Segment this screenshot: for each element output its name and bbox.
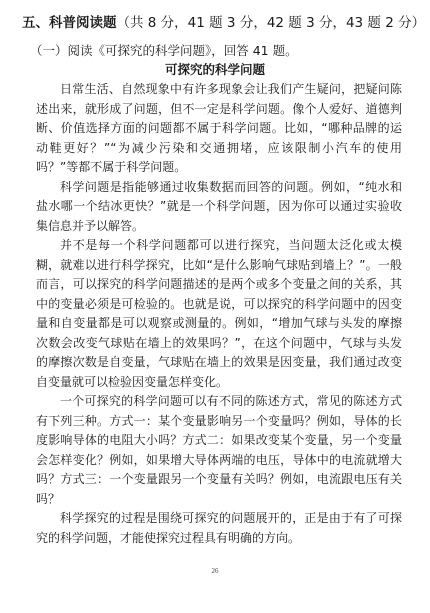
section-heading — [22, 14, 426, 32]
paragraph: 一个可探究的科学问题可以有不同的陈述方式，常见的陈述方式有下列三种。方式一：某个变量影响另一个变量吗？例如，导体的长度影响导体的电阻大小吗？方式二：如果改变某个变量，另一个变量会怎样变化？例如，如果增大导体两端的电压，导体中的电流就增大吗？方式三：一个变量跟另一个变量有关吗？例如，电流跟电压有关吗？ — [36, 394, 402, 506]
paragraph: 科学问题是指能够通过收集数据而回答的问题。例如，“纯水和盐水哪一个结冰更快？”就是一个科学问题，因为你可以通过实验收集信息并予以解答。 — [36, 179, 402, 233]
reading-instruction: （一）阅读《可探究的科学问题》，回答 41 题。 — [30, 43, 298, 58]
paragraph: 并不是每一个科学问题都可以进行探究，当问题太泛化或太模糊，就难以进行科学探究，比如“是什么影响气球贴到墙上？”。一般而言，可以探究的科学问题描述的是两个或多个变量之间的关系，其中的变量必须是可检验的。也就是说，可以探究的科学问题中的因变量和自变量都是可以观察或测量的。例如，“增加气球与头发的摩擦次数会改变气球贴在墙上的效果吗？”，在这个问题中，气球与头发的摩擦次数是自变量，气球贴在墙上的效果是因变量，我们通过改变自变量就可以检验因变量怎样变化。 — [36, 238, 402, 389]
section-title: 五、科普阅读题 — [22, 15, 117, 31]
section-points: （共 8 分，41 题 3 分，42 题 3 分，43 题 2 分） — [116, 15, 426, 31]
article-title: 可探究的科学问题 — [164, 62, 265, 77]
paragraph: 科学探究的过程是围绕可探究的问题展开的，正是由于有了可探究的科学问题，才能使探究过程具有明确的方向。 — [36, 511, 402, 545]
page-number: 26 — [211, 567, 219, 575]
paragraph: 日常生活、自然现象中有许多现象会让我们产生疑问，把疑问陈述出来，就形成了问题，但不一定是科学问题。像个人爱好、道德判断、价值选择方面的问题都不属于科学问题。比如，“哪种品牌的运动鞋更好？”“为减少污染和交通拥堵，应该限制小汽车的使用吗？”等都不属于科学问题。 — [36, 82, 402, 174]
article-body — [36, 80, 402, 548]
